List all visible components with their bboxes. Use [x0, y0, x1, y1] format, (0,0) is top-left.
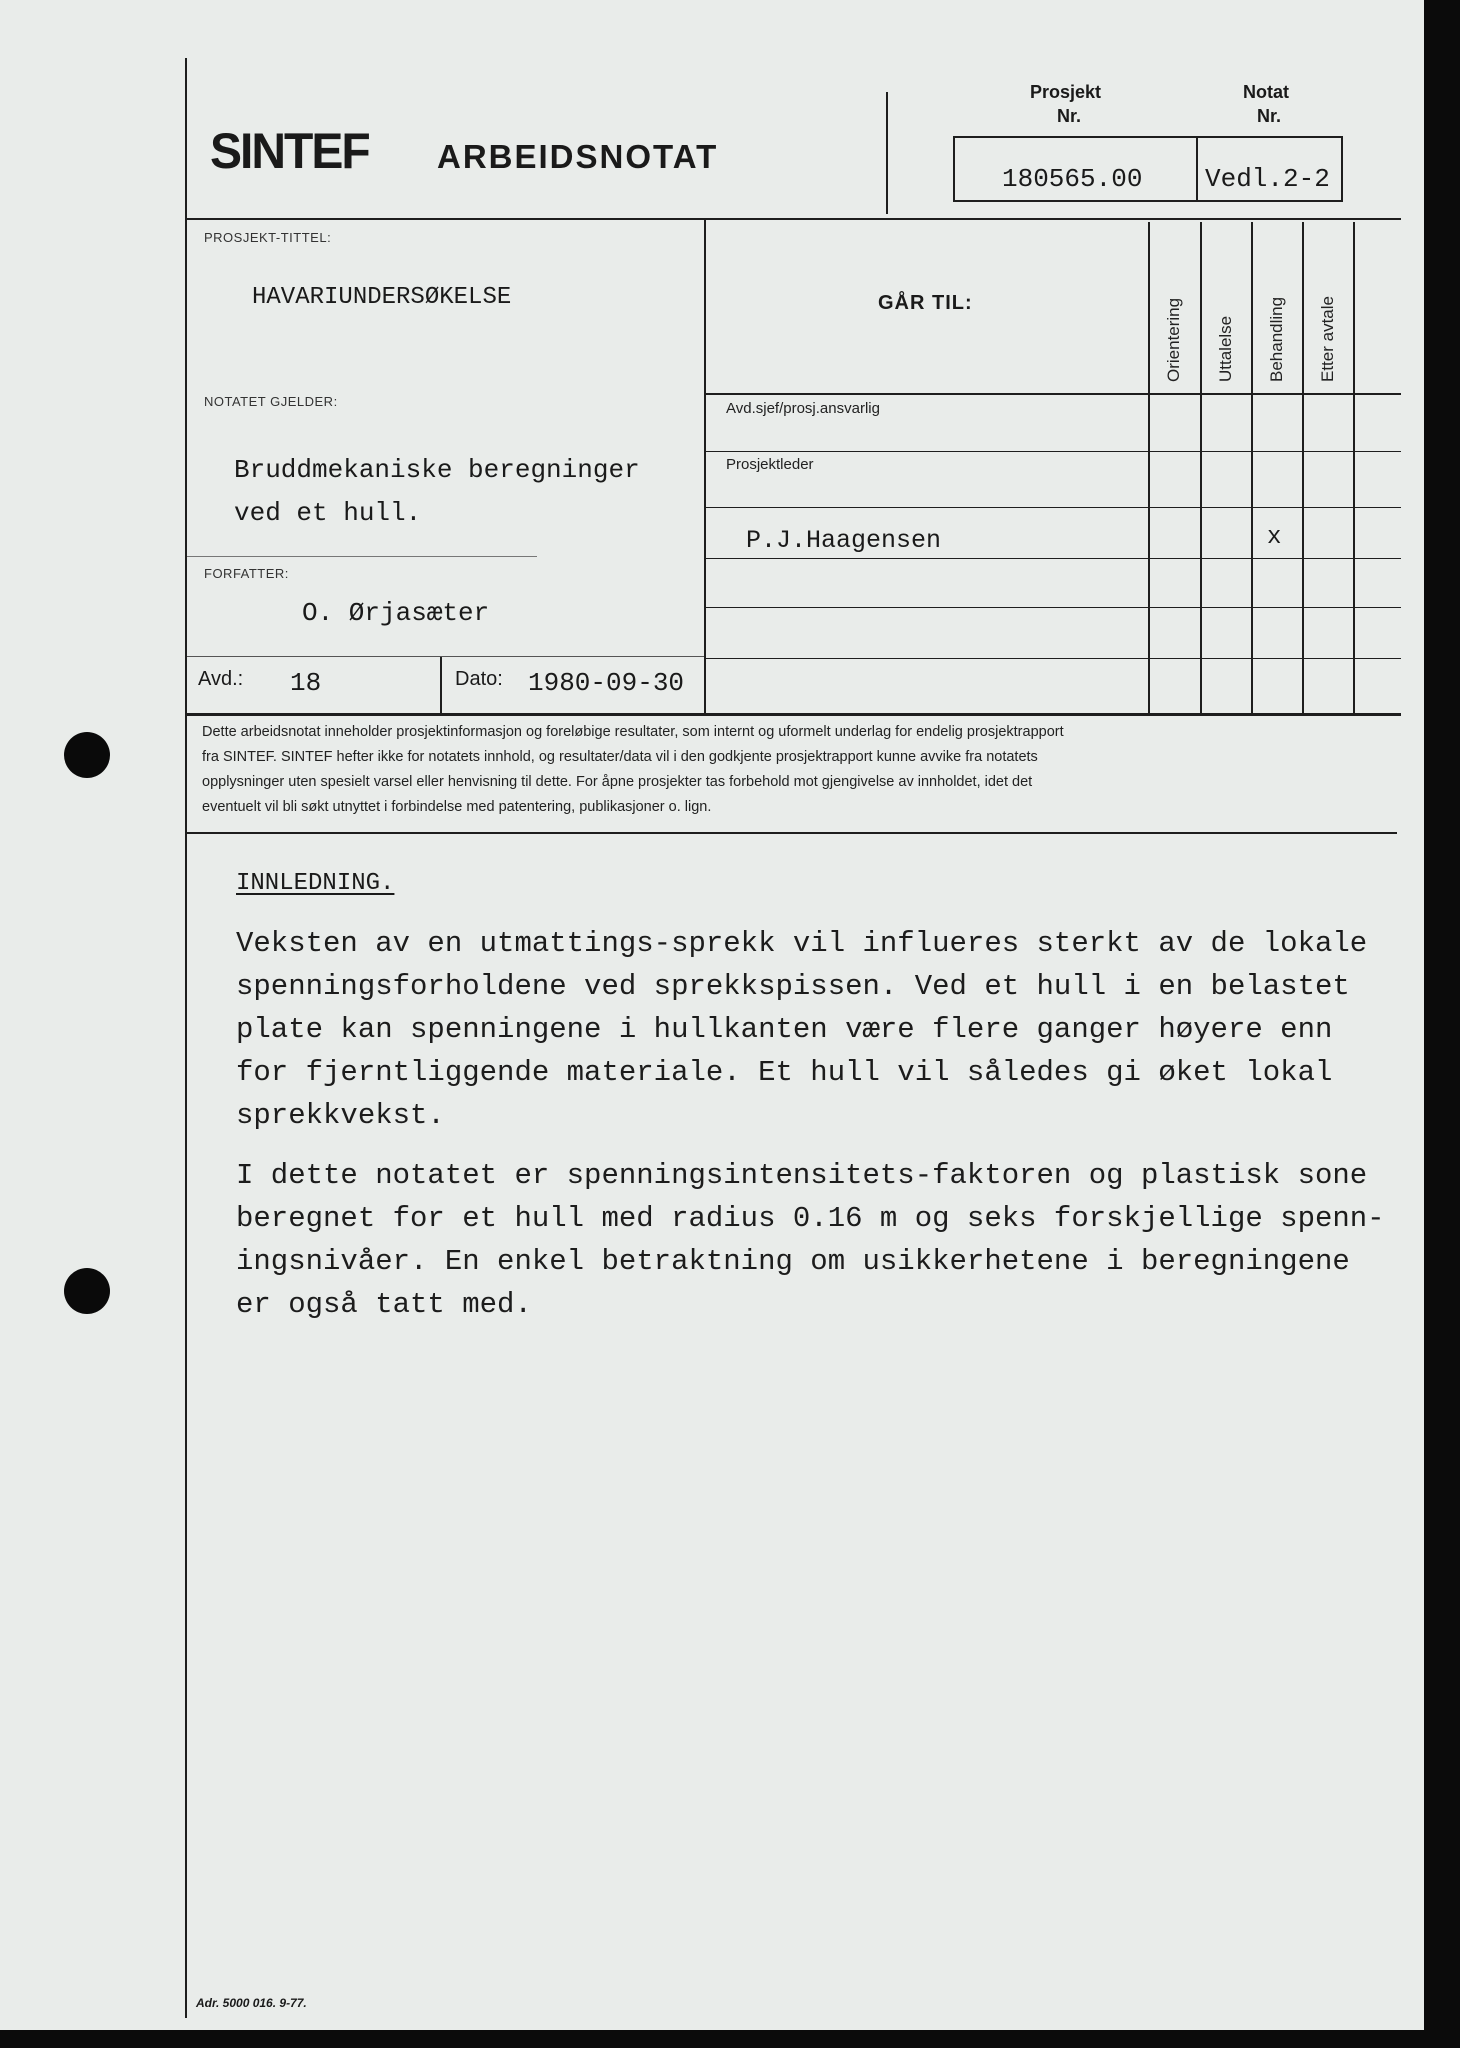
dist-col-line-3	[1251, 222, 1253, 713]
prosjekt-number: 180565.00	[1002, 164, 1143, 194]
notat-number: Vedl.2-2	[1205, 164, 1330, 194]
header-divider	[886, 92, 888, 214]
disclaimer-line-1: Dette arbeidsnotat inneholder prosjektinformasjon og foreløbige resultater, som internt og uformelt underlag for endelig prosjektrapport	[202, 724, 1064, 740]
dist-col-line-5	[1353, 222, 1355, 713]
form-top-rule	[187, 218, 1401, 220]
paragraph-2-line-4: er også tatt med.	[236, 1288, 532, 1321]
paragraph-1-line-5: sprekkvekst.	[236, 1099, 445, 1132]
number-box-divider	[1196, 136, 1198, 202]
doc-type-title: ARBEIDSNOTAT	[437, 138, 719, 175]
disclaimer-line-2: fra SINTEF. SINTEF hefter ikke for notatets innhold, og resultater/data vil i den godkjente prosjektrapport kunne avvike fra notatets	[202, 749, 1038, 765]
dist-row-line-6	[706, 658, 1401, 659]
notat-label-1: Notat	[1243, 82, 1289, 102]
prosjekt-tittel-label: PROSJEKT-TITTEL:	[204, 230, 332, 245]
dist-row-avdsjef: Avd.sjef/prosj.ansvarlig	[726, 400, 880, 417]
dist-row-line-1	[706, 393, 1401, 395]
paragraph-1-line-2: spenningsforholdene ved sprekkspissen. Ved et hull i en belastet	[236, 970, 1350, 1003]
col-behandling: Behandling	[1267, 296, 1286, 382]
paragraph-2-line-1: I dette notatet er spenningsintensitets-faktoren og plastisk sone	[236, 1159, 1368, 1192]
section-heading: INNLEDNING.	[236, 870, 395, 897]
notat-label-2: Nr.	[1257, 106, 1282, 126]
form-vertical-split	[704, 220, 706, 714]
dist-mark-behandling: x	[1267, 524, 1282, 551]
col-orientering: Orientering	[1164, 297, 1183, 382]
dist-row-prosjektleder: Prosjektleder	[726, 456, 814, 473]
avd-dato-split	[440, 657, 442, 713]
dato-value: 1980-09-30	[528, 668, 685, 698]
forfatter-value: O. Ørjasæter	[302, 598, 490, 628]
paragraph-1-line-4: for fjerntliggende materiale. Et hull vil således gi øket lokal	[236, 1056, 1333, 1089]
dist-row-line-5	[706, 607, 1401, 608]
dist-row-haagensen: P.J.Haagensen	[746, 526, 942, 555]
paragraph-2-line-2: beregnet for et hull med radius 0.16 m og seks forskjellige spenn-	[236, 1202, 1385, 1235]
dist-col-line-1	[1148, 222, 1150, 713]
left-margin-rule	[185, 58, 187, 2018]
paragraph-1-line-1: Veksten av en utmattings-sprekk vil influeres sterkt av de lokale	[236, 927, 1368, 960]
disclaimer-line-3: opplysninger uten spesielt varsel eller henvisning til dette. For åpne prosjekter tas forbehold mot gjengivelse av innholdet, idet det	[202, 774, 1033, 790]
prosjekt-label-1: Prosjekt	[1030, 82, 1102, 102]
dist-row-line-2	[706, 451, 1401, 452]
notatet-gjelder-line2: ved et hull.	[234, 498, 422, 528]
prosjekt-tittel-value: HAVARIUNDERSØKELSE	[252, 284, 512, 311]
dist-col-line-4	[1302, 222, 1304, 713]
dist-row-line-3	[706, 507, 1401, 508]
punch-hole-bottom	[64, 1268, 110, 1314]
col-etter-avtale: Etter avtale	[1318, 296, 1337, 382]
paragraph-1-line-3: plate kan spenningene i hullkanten være flere ganger høyere enn	[236, 1013, 1333, 1046]
notatet-gjelder-line1: Bruddmekaniske beregninger	[234, 455, 640, 485]
prosjekt-label-2: Nr.	[1057, 106, 1082, 126]
forfatter-label: FORFATTER:	[204, 566, 289, 581]
avd-rule	[187, 656, 704, 657]
notatet-gjelder-label: NOTATET GJELDER:	[204, 394, 338, 409]
col-uttalelse: Uttalelse	[1216, 315, 1235, 382]
punch-hole-top	[64, 732, 110, 778]
paragraph-2-line-3: ingsnivåer. En enkel betraktning om usikkerhetene i beregningene	[236, 1245, 1350, 1278]
gar-til-label: GÅR TIL:	[878, 292, 973, 314]
form-code: Adr. 5000 016. 9-77.	[196, 1996, 307, 2010]
disclaimer-top-rule	[187, 713, 1401, 716]
sintef-logo: SINTEF	[210, 123, 369, 180]
dato-label: Dato:	[455, 668, 503, 690]
dist-row-line-4	[706, 558, 1401, 559]
disclaimer-line-4: eventuelt vil bli søkt utnyttet i forbindelse med patentering, publikasjoner o. lign.	[202, 799, 712, 815]
forfatter-rule	[187, 556, 537, 557]
avd-label: Avd.:	[198, 668, 244, 690]
avd-value: 18	[290, 668, 322, 698]
dist-col-line-2	[1200, 222, 1202, 713]
disclaimer-bottom-rule	[187, 832, 1397, 834]
